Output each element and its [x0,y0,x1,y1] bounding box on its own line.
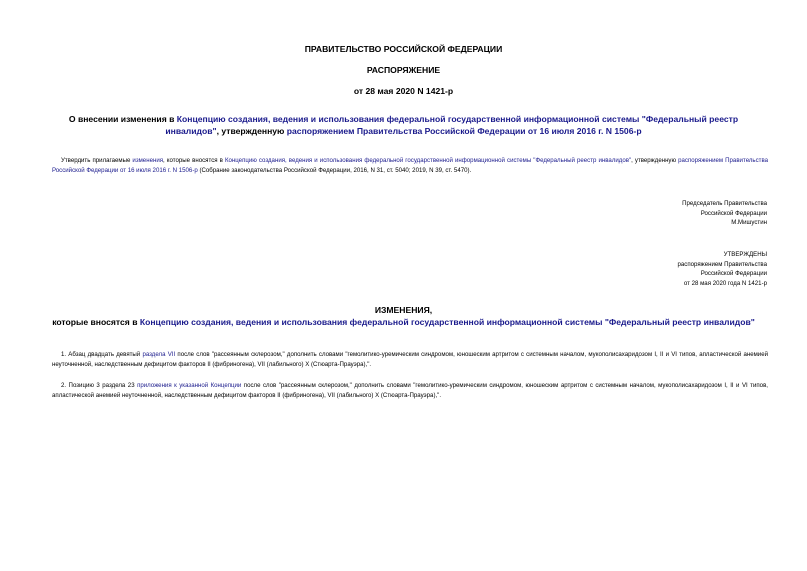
signature-block [682,199,767,228]
signature-line-3: М.Мишустин [731,219,767,227]
signature-line-1: Председатель Правительства [682,200,767,207]
approve-text-1: Утвердить прилагаемые [61,157,133,164]
changes-subheading [0,317,807,329]
changes-prefix: которые вносятся в [52,316,140,327]
subject-middle: , утвержденную [216,125,287,136]
document-date-number: от 28 мая 2020 N 1421-р [353,86,454,96]
appendix-link[interactable]: приложения к указанной Концепции [137,382,242,389]
change-item-2 [52,381,768,401]
approved-block [678,250,767,288]
document-subject [52,114,755,137]
approved-line-2: распоряжением Правительства [677,260,767,268]
approved-line-1: УТВЕРЖДЕНЫ [723,251,767,258]
item2-text-2: после слов "рассеянным склерозом," дополнить словами "гемолитико-уремическим синдромом, юношеским артритом с системным началом, мукополисахаридозом I, II и VI типов, апластической анемией неуточненной, наследственным дефицитом факторов II (фибриногена), VII (лабильного) X (Стюарта-Прауэра),". [52,382,768,399]
approve-text-3: , утвержденную [631,157,679,164]
changes-link[interactable]: изменения [132,157,164,164]
change-item-1 [52,350,768,370]
order-link[interactable]: распоряжением Правительства Российской Федерации от 16 июля 2016 г. N 1506-р [286,125,642,136]
item2-text-1: 2. Позицию 3 раздела 23 [61,382,138,389]
government-heading: ПРАВИТЕЛЬСТВО РОССИЙСКОЙ ФЕДЕРАЦИИ [304,44,503,54]
section-vii-link[interactable]: раздела VII [142,351,176,358]
approve-text-4: (Собрание законодательства Российской Федерации, 2016, N 31, ст. 5040; 2019, N 39, ст. 5470). [197,167,472,174]
changes-concept-link[interactable]: Концепцию создания, ведения и использования федеральной государственной информационной системы "Федеральный реестр инвалидов" [139,316,755,327]
document-type-heading: РАСПОРЯЖЕНИЕ [366,65,441,75]
changes-title [0,305,807,328]
approve-concept-link[interactable]: Концепцию создания, ведения и использования федеральной государственной информационной системы "Федеральный реестр инвалидов" [224,157,632,164]
approve-text-2: , которые вносятся в [163,157,225,164]
item1-text-2: после слов "рассеянным склерозом," дополнить словами "гемолитико-уремическим синдромом, юношеским артритом с системным началом, мукополисахаридозом I, II и VI типов, апластической анемией неуточненной, наследственным дефицитом факторов II (фибриногена), VII (лабильного) X (Стюарта-Прауэра),". [52,351,768,368]
subject-prefix: О внесении изменения в [68,114,177,124]
concept-link[interactable]: Концепцию создания, ведения и использования федеральной государственной информационной системы "Федеральный реестр инвалидов" [165,114,739,136]
changes-heading: ИЗМЕНЕНИЯ, [374,305,433,315]
item1-text-1: 1. Абзац двадцать девятый [61,351,143,358]
approved-line-3: Российской Федерации [700,270,767,278]
approve-order-link[interactable]: распоряжением Правительства Российской Федерации от 16 июля 2016 г. N 1506-р [52,157,769,174]
approved-line-4: от 28 мая 2020 года N 1421-р [683,279,767,287]
signature-line-2: Российской Федерации [700,209,767,217]
approve-paragraph [52,156,768,176]
